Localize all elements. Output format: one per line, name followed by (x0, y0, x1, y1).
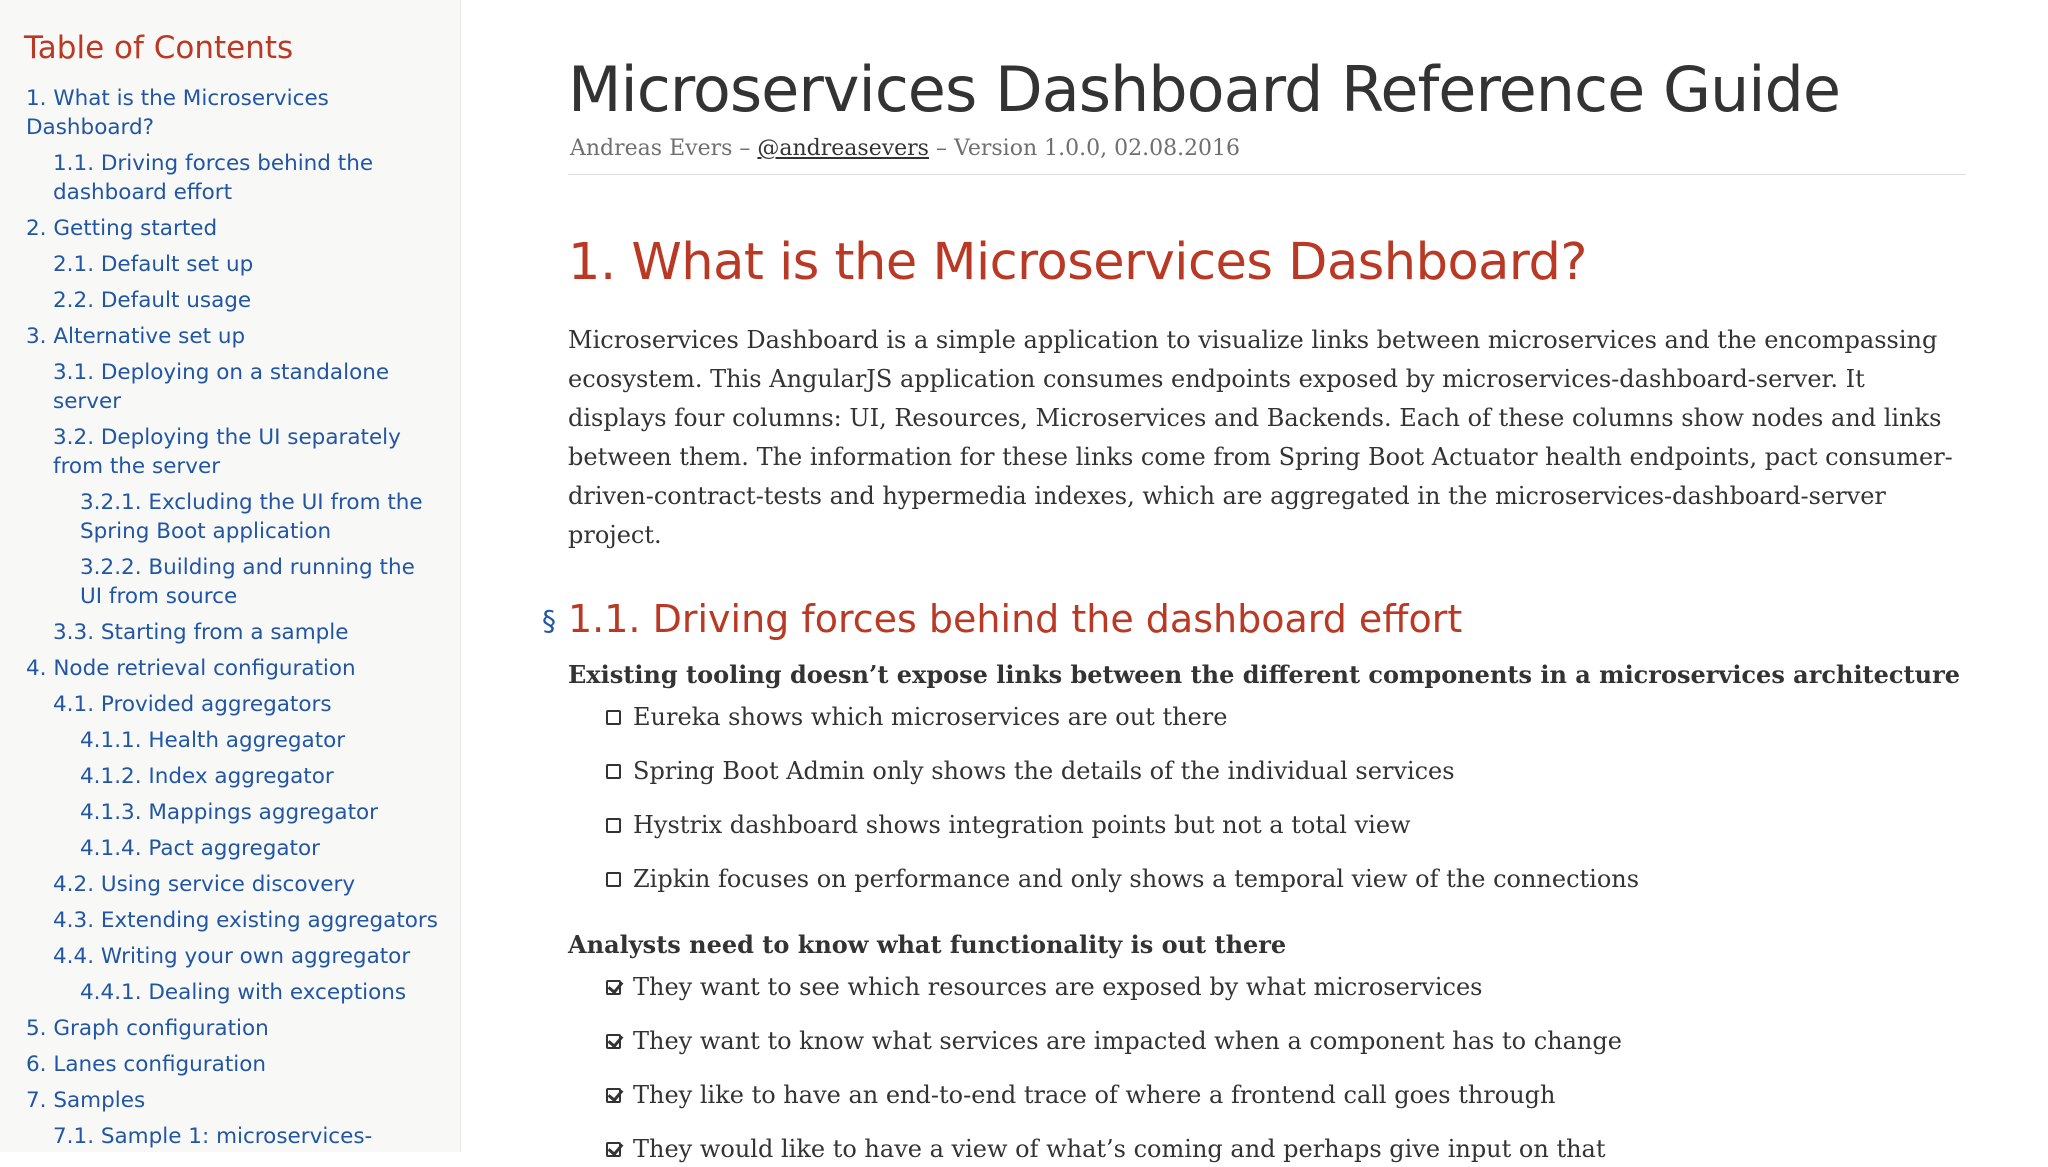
toc-link[interactable]: 7.1. Sample 1: microservices- (53, 1124, 373, 1149)
checklist-item (606, 1131, 1966, 1167)
toc-link[interactable]: 1. What is the Microservices Dashboard? (26, 86, 329, 140)
main-content (542, 0, 1966, 1163)
checklist-item (606, 969, 1966, 1005)
toc-link[interactable]: 4.1.3. Mappings aggregator (80, 800, 378, 825)
checklist-existing-tooling (606, 699, 1966, 897)
toc-link[interactable]: 4. Node retrieval configuration (26, 656, 356, 681)
toc-link[interactable]: 3.2.2. Building and running the UI from source (80, 555, 415, 609)
toc-link[interactable]: 4.4.1. Dealing with exceptions (80, 980, 407, 1005)
checklist-item-text: Hystrix dashboard shows integration points but not a total view (633, 811, 1411, 839)
checklist-item-text: They want to know what services are impacted when a component has to change (633, 1027, 1622, 1055)
section-1-paragraph: Microservices Dashboard is a simple application to visualize links between microservices and the encompassing ecosystem. This AngularJS application consumes endpoints exposed by microservices-dashboard-server. It displays four columns: UI, Resources, Microservices and Backends. Each of these columns show nodes and links between them. The information for these links come from Spring Boot Actuator health endpoints, pact consumer-driven-contract-tests and hypermedia indexes, which are aggregated in the microservices-dashboard-server project. (568, 326, 1953, 549)
checklist-item (606, 1023, 1966, 1059)
checklist-item (606, 1077, 1966, 1113)
toc-link[interactable]: 1.1. Driving forces behind the dashboard effort (53, 151, 374, 205)
details-separator: – (928, 136, 954, 161)
unchecked-box-icon (606, 764, 621, 779)
toc-link[interactable]: 3.2.1. Excluding the UI from the Spring Boot application (80, 490, 423, 544)
checked-box-icon (606, 1088, 621, 1103)
checklist-item-text: Eureka shows which microservices are out there (633, 703, 1228, 731)
checklist-item-text: Zipkin focuses on performance and only shows a temporal view of the connections (633, 865, 1640, 893)
unchecked-box-icon (606, 872, 621, 887)
checklist-analysts (606, 969, 1966, 1167)
section-anchor-link[interactable]: § (542, 604, 556, 637)
toc-link[interactable]: 4.2. Using service discovery (53, 872, 356, 897)
toc-list (26, 84, 460, 1151)
toc-link[interactable]: 2. Getting started (26, 216, 218, 241)
checked-box-icon (606, 1142, 621, 1157)
toc-link[interactable]: 3. Alternative set up (26, 324, 246, 349)
toc-link[interactable]: 5. Graph configuration (26, 1016, 269, 1041)
toc-link[interactable]: 3.2. Deploying the UI separately from the server (53, 425, 401, 479)
checklist-item (606, 699, 1966, 735)
section-heading-1-1 (542, 595, 1966, 643)
toc-link[interactable]: 4.3. Extending existing aggregators (53, 908, 438, 933)
toc-link[interactable]: 3.3. Starting from a sample (53, 620, 349, 645)
checklist-item-text: They like to have an end-to-end trace of where a frontend call goes through (633, 1081, 1556, 1109)
checked-box-icon (606, 1034, 621, 1049)
toc-link[interactable]: 4.1.4. Pact aggregator (80, 836, 320, 861)
page-title: Microservices Dashboard Reference Guide (568, 53, 1841, 126)
toc-link[interactable]: 6. Lanes configuration (26, 1052, 267, 1077)
section-heading-1-1-text: 1.1. Driving forces behind the dashboard effort (568, 597, 1463, 641)
author-name: Andreas Evers (570, 136, 733, 161)
document-details (568, 134, 1966, 175)
toc-link[interactable]: 2.2. Default usage (53, 288, 252, 313)
unchecked-box-icon (606, 818, 621, 833)
unchecked-box-icon (606, 710, 621, 725)
toc-title: Table of Contents (24, 30, 294, 66)
checklist-item-text: They would like to have a view of what’s coming and perhaps give input on that (633, 1135, 1606, 1163)
author-handle-link[interactable]: @andreasevers (757, 136, 929, 161)
toc-link[interactable]: 7. Samples (26, 1088, 146, 1113)
checked-box-icon (606, 980, 621, 995)
checklist-item (606, 861, 1966, 897)
toc-link[interactable]: 4.1.1. Health aggregator (80, 728, 346, 753)
toc-link[interactable]: 4.1. Provided aggregators (53, 692, 332, 717)
version-label: Version 1.0.0, 02.08.2016 (953, 136, 1241, 161)
checklist-item (606, 807, 1966, 843)
toc-link[interactable]: 4.1.2. Index aggregator (80, 764, 334, 789)
details-separator: – (732, 136, 758, 161)
toc-link[interactable]: 4.4. Writing your own aggregator (53, 944, 411, 969)
table-of-contents (0, 0, 461, 1152)
toc-link[interactable]: 3.1. Deploying on a standalone server (53, 360, 390, 414)
checklist-item (606, 753, 1966, 789)
checklist-item-text: Spring Boot Admin only shows the details of the individual services (633, 757, 1455, 785)
checklist-item-text: They want to see which resources are exposed by what microservices (633, 973, 1483, 1001)
toc-link[interactable]: 2.1. Default set up (53, 252, 254, 277)
checklist-title-existing-tooling: Existing tooling doesn’t expose links between the different components in a microservices architecture (568, 660, 1960, 689)
checklist-title-analysts: Analysts need to know what functionality is out there (568, 930, 1287, 959)
section-heading-1: 1. What is the Microservices Dashboard? (568, 233, 1587, 292)
